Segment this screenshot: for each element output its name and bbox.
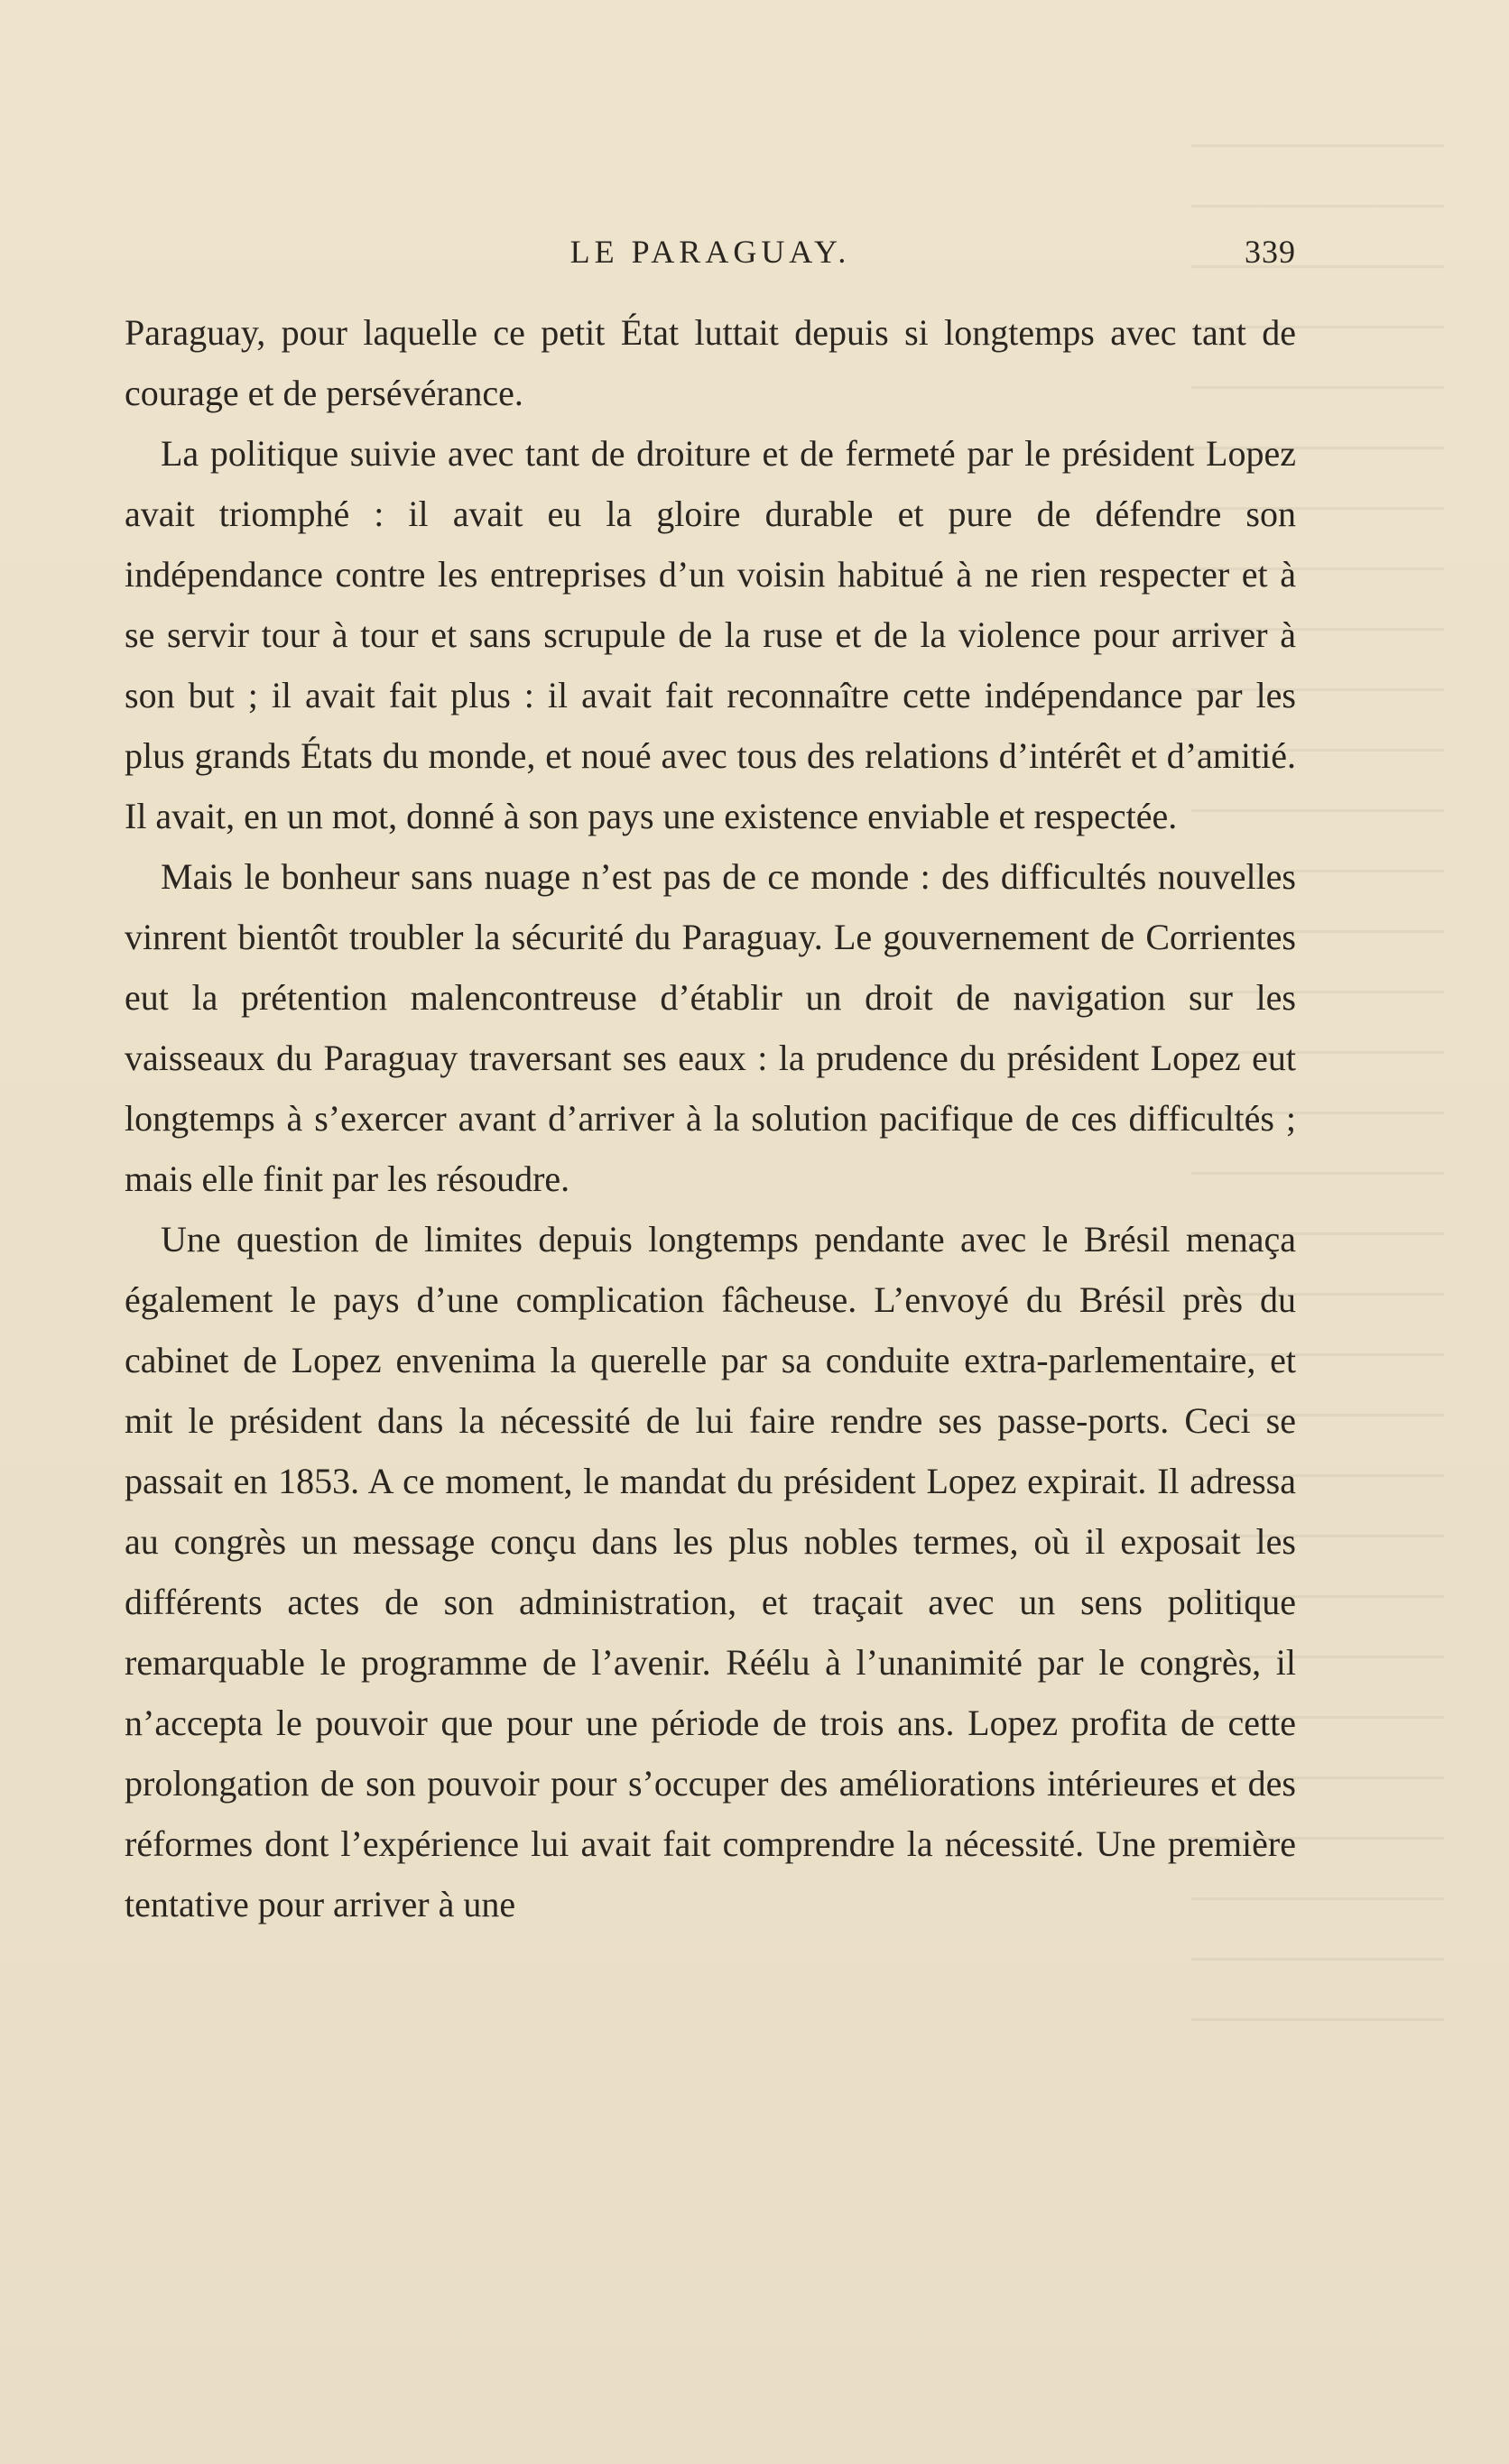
running-head bbox=[125, 233, 1296, 278]
page-number: 339 bbox=[1245, 234, 1296, 270]
paragraph: La politique suivie avec tant de droiture et de fermeté par le président Lopez avait triomphé : il avait eu la gloire durable et pure de défendre son indépendance contre les entreprises d’un voisin habitué à ne rien respecter et à se servir tour à tour et sans scrupule de la ruse et de la violence pour arriver à son but ; il avait fait plus : il avait fait reconnaître cette indépendance par les plus grands États du monde, et noué avec tous des relations d’intérêt et d’amitié. Il avait, en un mot, donné à son pays une existence enviable et respectée. bbox=[125, 433, 1296, 836]
body-text bbox=[125, 302, 1296, 1934]
paragraph: Une question de limites depuis longtemps pendante avec le Brésil menaça également le pays d’une complication fâcheuse. L’envoyé du Brésil près du cabinet de Lopez envenima la querelle par sa conduite extra-parlementaire, et mit le président dans la nécessité de lui faire rendre ses passe-ports. Ceci se passait en 1853. A ce moment, le mandat du président Lopez expirait. Il adressa au congrès un message conçu dans les plus nobles termes, où il exposait les différents actes de son administration, et traçait avec un sens politique remarquable le programme de l’avenir. Réélu à l’unanimité par le congrès, il n’accepta le pouvoir que pour une période de trois ans. Lopez profita de cette prolongation de son pouvoir pour s’occuper des améliorations intérieures et des réformes dont l’expérience lui avait fait comprendre la nécessité. Une première tentative pour arriver à une bbox=[125, 1219, 1296, 1924]
paragraph-continued: Paraguay, pour laquelle ce petit État luttait depuis si longtemps avec tant de courage et de persévérance. bbox=[125, 312, 1296, 413]
running-title: LE PARAGUAY. bbox=[569, 234, 851, 270]
paragraph: Mais le bonheur sans nuage n’est pas de ce monde : des difficultés nouvelles vinrent bientôt troubler la sécurité du Paraguay. Le gouvernement de Corrientes eut la prétention malencontreuse d’établir un droit de navigation sur les vaisseaux du Paraguay traversant ses eaux : la prudence du président Lopez eut longtemps à s’exercer avant d’arriver à la solution pacifique de ces difficultés ; mais elle finit par les résoudre. bbox=[125, 856, 1296, 1199]
